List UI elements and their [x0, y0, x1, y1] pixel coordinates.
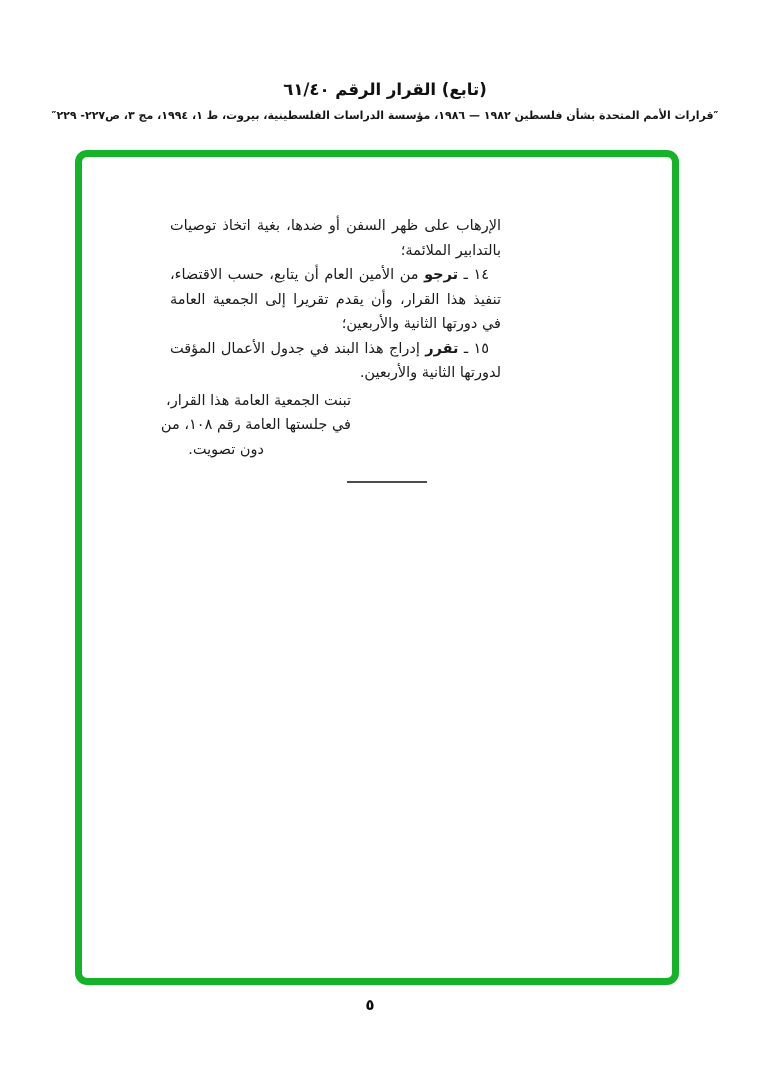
paragraph-13-continuation: الإرهاب على ظهر السفن أو ضدها، بغية اتخاذ توصيات بالتدابير الملائمة؛: [170, 218, 501, 259]
paragraph-14: [170, 263, 501, 337]
paragraph-14-number: ١٤ ـ: [463, 267, 490, 283]
resolution-text-column: [160, 214, 501, 462]
page-number: ٥: [365, 996, 375, 1014]
paragraph-15-text: إدراج هذا البند في جدول الأعمال المؤقت لدورتها الثانية والأربعين.: [170, 340, 501, 381]
paragraph-15-number: ١٥ ـ: [463, 340, 490, 357]
paragraph-14-text: من الأمين العام أن يتابع، حسب الاقتضاء، تنفيذ هذا القرار، وأن يقدم تقريرا إلى الجمعية العامة في دورتها الثانية والأربعين؛: [170, 267, 501, 332]
adoption-note-line-2: في جلستها العامة رقم ١٠٨، من: [160, 417, 351, 433]
adoption-note: [160, 389, 501, 463]
adoption-note-line-3: دون تصويت.: [188, 441, 264, 458]
resolution-title: (تابع) القرار الرقم ٦١/٤٠: [283, 80, 487, 99]
adoption-note-line-1: تبنت الجمعية العامة هذا القرار،: [166, 392, 351, 409]
source-citation: ″قرارات الأمم المتحدة بشأن فلسطين ١٩٨٢ — ١٩٨٦، مؤسسة الدراسات الفلسطينية، بيروت، ط ١، ١٩٩٤، مج ٣، ص٢٢٧- ٢٢٩″: [51, 109, 719, 122]
paragraph-15: [170, 337, 501, 386]
paragraph-15-keyword: تقرر: [425, 340, 459, 357]
end-separator-rule: [347, 481, 427, 483]
paragraph-14-keyword: ترجو: [424, 267, 459, 283]
